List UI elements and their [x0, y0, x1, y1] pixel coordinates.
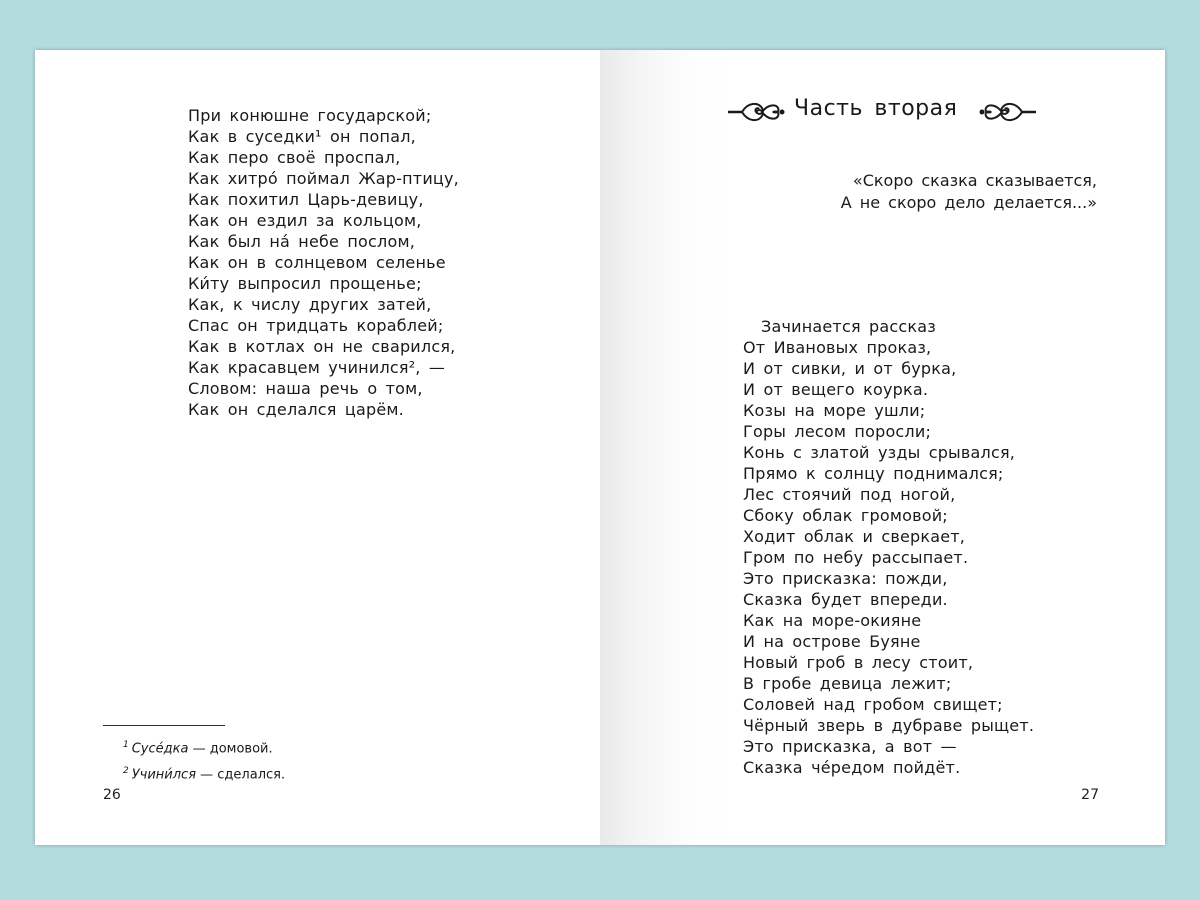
verse-line: Прямо к солнцу поднимался; [743, 464, 1004, 483]
verse-line: Как, к числу других затей, [188, 295, 432, 314]
verse-line: Лес стоячий под ногой, [743, 485, 956, 504]
verse-line: Словом: наша речь о том, [188, 379, 423, 398]
verse-line: Конь с златой узды срывался, [743, 443, 1016, 462]
footnote [123, 760, 285, 786]
footnote-divider [103, 725, 225, 726]
verse-line: Это присказка, а вот — [743, 737, 957, 756]
footnote-number: 1 [123, 740, 129, 750]
left-verse [188, 105, 459, 420]
verse-line: Чёрный зверь в дубраве рыщет. [743, 716, 1035, 735]
verse-line: Соловей над гробом свищет; [743, 695, 1003, 714]
verse-line: Как в суседки¹ он попал, [188, 127, 416, 146]
right-page [600, 50, 1165, 845]
verse-line: Как на море-окияне [743, 611, 922, 630]
verse-line: Новый гроб в лесу стоит, [743, 653, 974, 672]
verse-line: Как перо своё проспал, [188, 148, 401, 167]
epigraph [841, 170, 1097, 214]
chapter-title: Часть вторая [794, 96, 958, 121]
verse-line: Как он ездил за кольцом, [188, 211, 422, 230]
page-number-left: 26 [103, 787, 121, 803]
footnote-term: Сусе́дка [131, 741, 189, 757]
verse-line: Спас он тридцать кораблей; [188, 316, 444, 335]
verse-line: Как он сделался царём. [188, 400, 404, 419]
epigraph-line: А не скоро дело делается...» [840, 193, 1097, 212]
book-spread [35, 50, 1165, 845]
verse-line: И от сивки, и от бурка, [743, 359, 957, 378]
verse-line: В гробе девица лежит; [743, 674, 952, 693]
footnote-definition: — домовой. [188, 741, 273, 757]
verse-line: Как хитро́ поймал Жар-птицу, [188, 169, 459, 188]
footnote-term: Учини́лся [131, 767, 197, 783]
verse-line: Сказка будет впереди. [743, 590, 948, 609]
verse-line: Сказка че́редом пойдёт. [743, 758, 961, 777]
epigraph-line: «Скоро сказка сказывается, [852, 171, 1097, 190]
verse-line: И на острове Буяне [743, 632, 921, 651]
flourish-ornament-icon [728, 96, 786, 128]
verse-line: Как был на́ небе послом, [188, 232, 415, 251]
verse-line: Зачинается рассказ [761, 317, 936, 336]
footnote-number: 2 [123, 766, 129, 777]
page-number-right: 27 [1081, 787, 1099, 803]
chapter-heading [728, 92, 1028, 132]
right-verse [743, 316, 1034, 778]
flourish-ornament-icon [978, 96, 1036, 128]
verse-line: Как в котлах он не сварился, [188, 337, 456, 356]
verse-line: И от вещего коурка. [743, 380, 929, 399]
verse-line: Ки́ту выпросил прощенье; [188, 274, 422, 293]
verse-line: Козы на море ушли; [743, 401, 926, 420]
footnote [123, 734, 285, 760]
verse-line: Горы лесом поросли; [743, 422, 932, 441]
verse-line: Ходит облак и сверкает, [743, 527, 966, 546]
verse-line: Как он в солнцевом селенье [188, 253, 446, 272]
footnote-definition: — сделался. [196, 767, 286, 783]
verse-line: Сбоку облак громовой; [743, 506, 948, 525]
verse-line: При конюшне государской; [188, 106, 432, 125]
verse-line: От Ивановых проказ, [743, 338, 932, 357]
verse-line: Как похитил Царь-девицу, [188, 190, 424, 209]
footnotes [123, 734, 285, 787]
left-page [35, 50, 600, 845]
verse-line: Как красавцем учинился², — [188, 358, 446, 377]
verse-line: Гром по небу рассыпает. [743, 548, 969, 567]
verse-line: Это присказка: пожди, [743, 569, 948, 588]
